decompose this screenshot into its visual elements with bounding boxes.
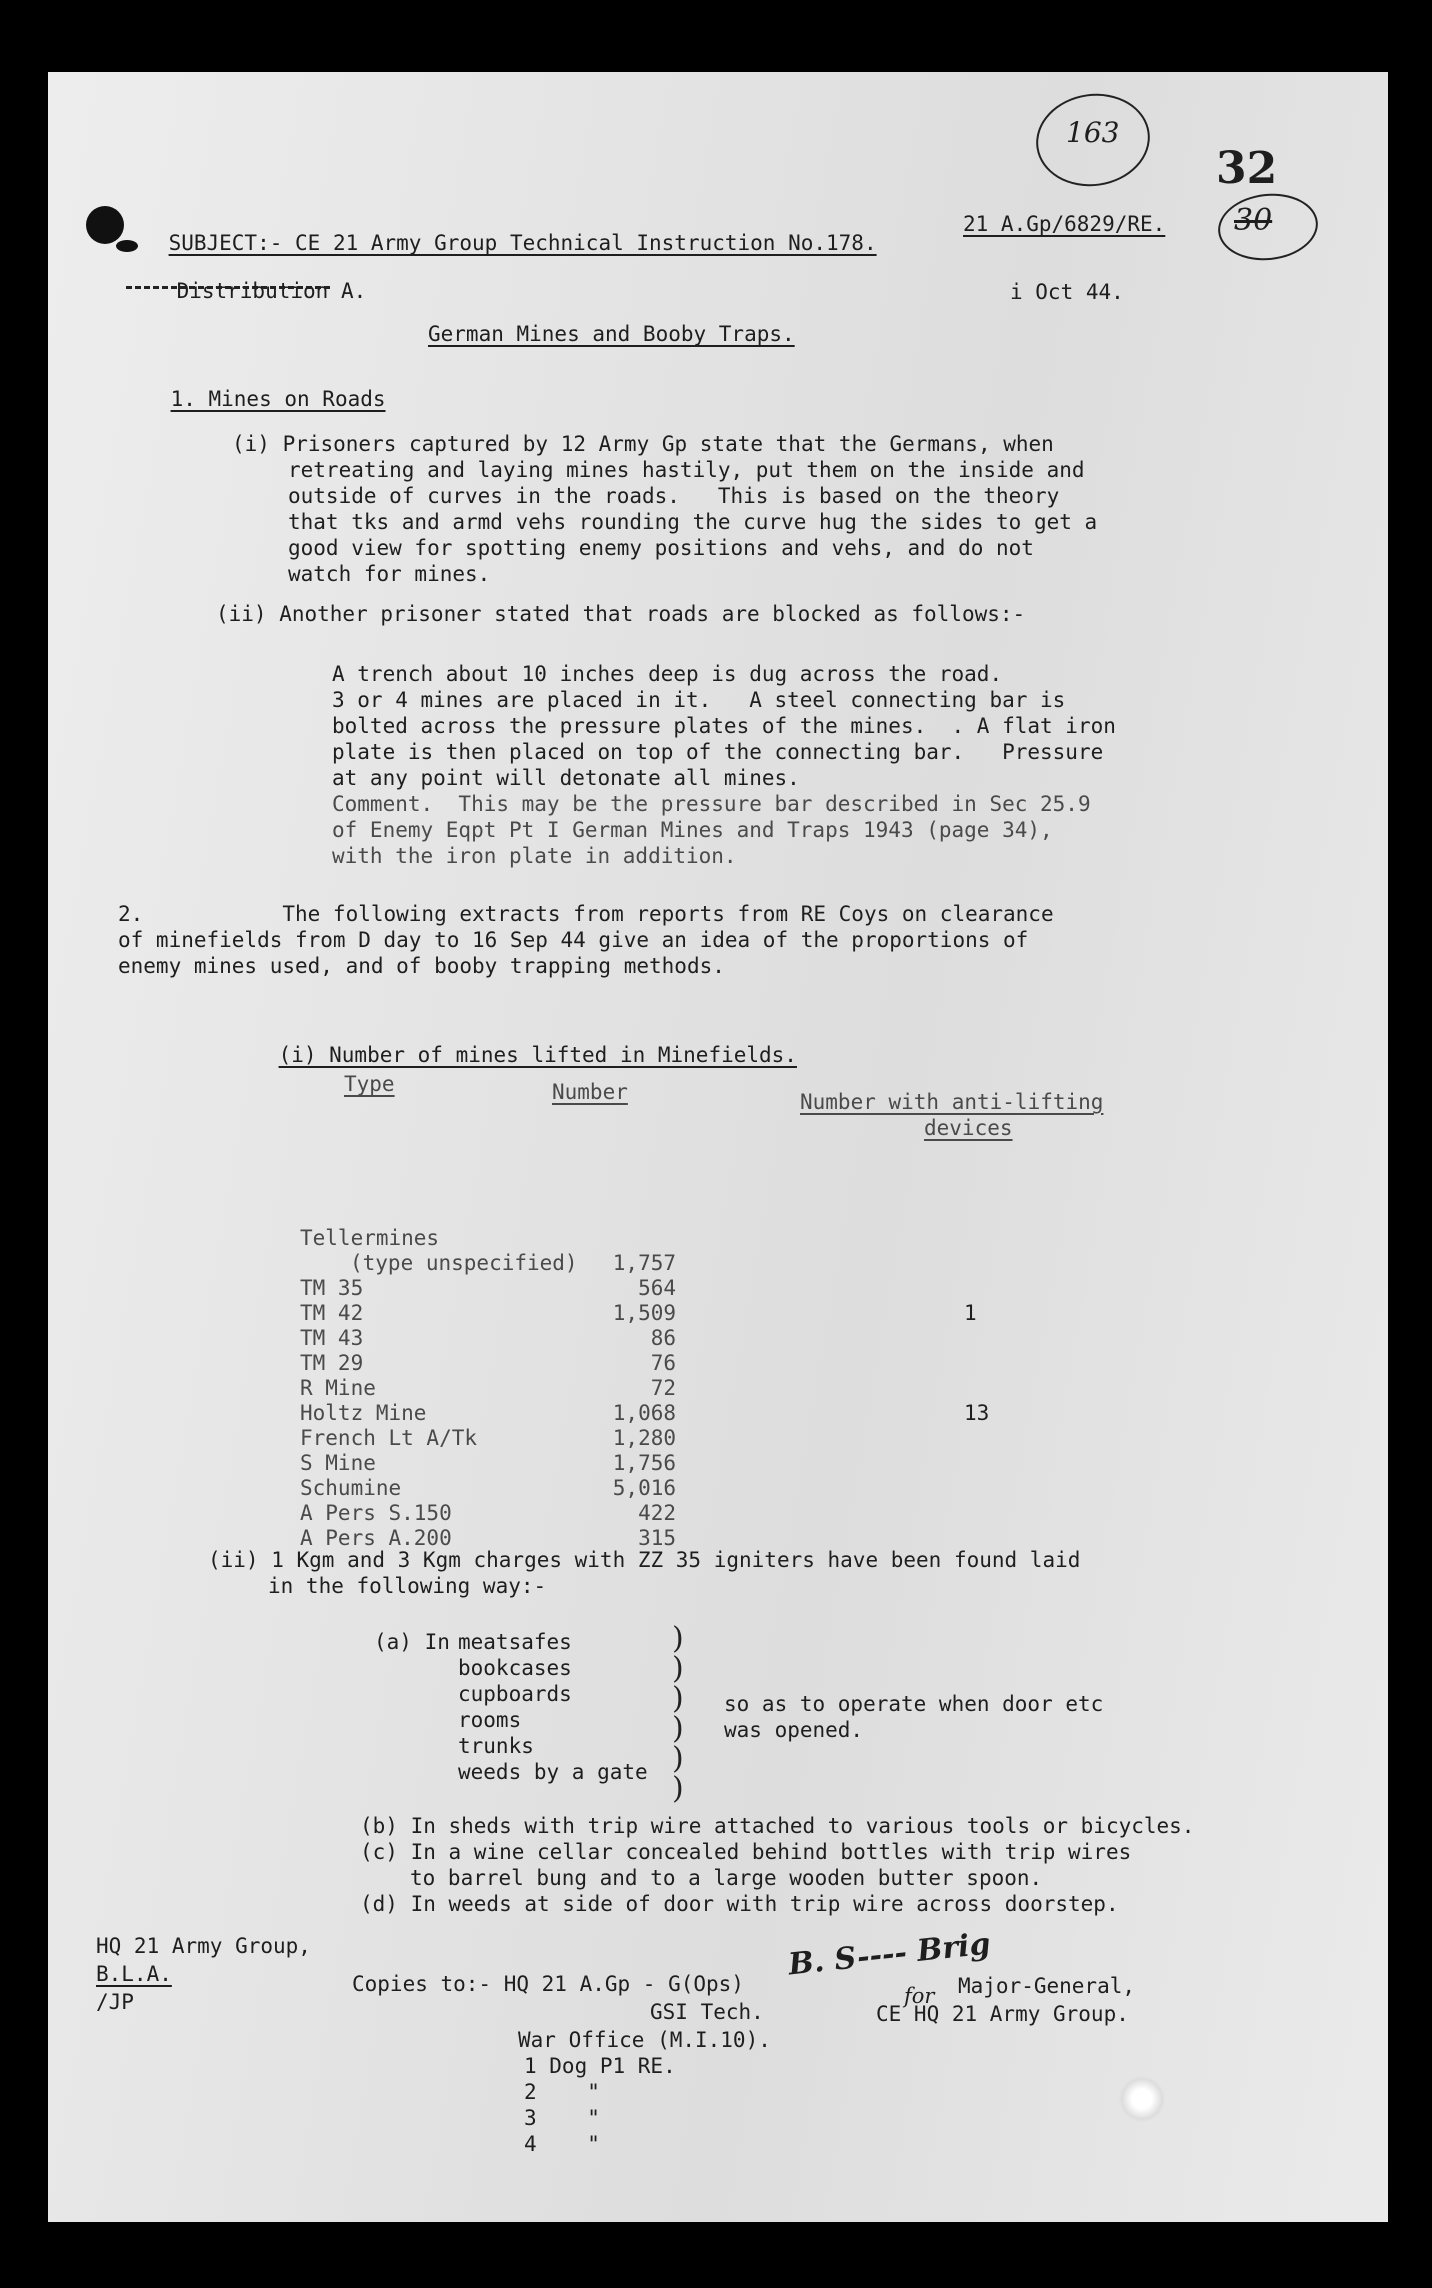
item-b: (b) In sheds with trip wire attached to various tools or bicycles. [360, 1814, 1195, 1838]
copies-item: War Office (M.I.10). [518, 2028, 771, 2052]
table-header-devices: devices [924, 1116, 1013, 1140]
table-header-number: Number [552, 1080, 628, 1104]
table-cell-type: French Lt A/Tk [300, 1426, 478, 1450]
table-cell-type: TM 42 [300, 1301, 364, 1325]
item-c-line: to barrel bung and to a large wooden butter spoon. [410, 1866, 1043, 1890]
trench-line: 3 or 4 mines are placed in it. A steel connecting bar is [332, 688, 1066, 712]
list-a-result-line: so as to operate when door etc [724, 1692, 1104, 1716]
table-cell-type: R Mine [300, 1376, 376, 1400]
folio-circle [1215, 189, 1321, 265]
reference-number: 21 A.Gp/6829/RE. [963, 212, 1166, 236]
table-cell-number: 1,756 [612, 1451, 676, 1475]
list-a-item: meatsafes [458, 1630, 572, 1654]
comment-line: with the iron plate in addition. [332, 844, 737, 868]
document-date: i Oct 44. [1010, 280, 1124, 304]
list-a-result-line: was opened. [724, 1718, 864, 1742]
item-d: (d) In weeds at side of door with trip wire across doorstep. [360, 1892, 1119, 1916]
hq-line: /JP [96, 1990, 134, 2014]
list-a-item: cupboards [458, 1682, 572, 1706]
table-header-anti-lifting: Number with anti-lifting [800, 1090, 1104, 1114]
comment-line: Comment. This may be the pressure bar described in Sec 25.9 [332, 792, 1091, 816]
folio-number-struck: 30 [1234, 203, 1273, 238]
table-cell-number: 72 [650, 1376, 676, 1400]
list-a-item: bookcases [458, 1656, 572, 1680]
para-i-line: retreating and laying mines hastily, put them on the inside and [288, 458, 1085, 482]
para-i-line: good view for spotting enemy positions and vehs, and do not [288, 536, 1034, 560]
list-a-item: trunks [458, 1734, 534, 1758]
copies-item: 2 " [524, 2080, 600, 2104]
section-2-sub-i: (i) Number of mines lifted in Minefields. [278, 1043, 797, 1067]
table-cell-anti-lifting: 13 [964, 1401, 990, 1425]
sub-ii-line: (ii) 1 Kgm and 3 Kgm charges with ZZ 35 igniters have been found laid [208, 1548, 1081, 1572]
section-1-heading: 1. Mines on Roads [170, 387, 386, 411]
distribution-underline [126, 286, 330, 289]
table-cell-type: TM 35 [300, 1276, 364, 1300]
copies-item: 3 " [524, 2106, 600, 2130]
table-cell-anti-lifting: 1 [964, 1301, 977, 1325]
intro-line: of minefields from D day to 16 Sep 44 give an idea of the proportions of [118, 928, 1029, 952]
signature-for: for [904, 1984, 935, 2008]
table-cell-number: 1,280 [612, 1426, 676, 1450]
signature-rank: Major-General, [958, 1974, 1136, 1998]
embossed-stamp [1118, 2076, 1166, 2122]
table-cell-number: 564 [638, 1276, 676, 1300]
table-cell-number: 86 [650, 1326, 676, 1350]
document-title: German Mines and Booby Traps. [428, 322, 795, 346]
table-cell-number: 315 [638, 1526, 676, 1550]
trench-line: bolted across the pressure plates of the mines. . A flat iron [332, 714, 1116, 738]
trench-line: plate is then placed on top of the connecting bar. Pressure [332, 740, 1104, 764]
table-cell-type: Schumine [300, 1476, 402, 1500]
table-cell-number: 1,068 [612, 1401, 676, 1425]
distribution-line [126, 254, 366, 329]
item-c-line: (c) In a wine cellar concealed behind bottles with trip wires [360, 1840, 1132, 1864]
copies-item: 4 " [524, 2132, 600, 2156]
copies-gsi: GSI Tech. [650, 2000, 764, 2024]
sub-ii-line: in the following way:- [268, 1574, 547, 1598]
intro-line: 2. The following extracts from reports from RE Coys on clearance [118, 902, 1054, 926]
subject-text: SUBJECT:- CE 21 Army Group Technical Instruction No.178. [168, 231, 877, 255]
para-i-line: (i) Prisoners captured by 12 Army Gp state that the Germans, when [232, 432, 1054, 456]
list-a-item: rooms [458, 1708, 522, 1732]
table-cell-number: 1,757 [612, 1251, 676, 1275]
para-i-line: outside of curves in the roads. This is based on the theory [288, 484, 1060, 508]
table-cell-type: Tellermines [300, 1226, 440, 1250]
table-cell-type: A Pers A.200 [300, 1526, 452, 1550]
archive-number: 163 [1066, 116, 1120, 149]
comment-line: of Enemy Eqpt Pt I German Mines and Traps 1943 (page 34), [332, 818, 1053, 842]
section-1-para-ii: (ii) Another prisoner stated that roads are blocked as follows:- [216, 602, 1026, 626]
table-cell-number: 422 [638, 1501, 676, 1525]
table-cell-number: 1,509 [612, 1301, 676, 1325]
trench-line: A trench about 10 inches deep is dug across the road. [332, 662, 1003, 686]
para-i-line: watch for mines. [288, 562, 491, 586]
folio-number: 32 [1216, 143, 1278, 194]
signature: B. S---- Brig [786, 1926, 993, 1983]
list-a-item: weeds by a gate [458, 1760, 648, 1784]
copies-to: Copies to:- HQ 21 A.Gp - G(Ops) [352, 1972, 744, 1996]
table-cell-number: 76 [650, 1351, 676, 1375]
document-page [48, 72, 1388, 2222]
table-cell-type: TM 29 [300, 1351, 364, 1375]
intro-line: enemy mines used, and of booby trapping methods. [118, 954, 725, 978]
list-a-label: (a) In [374, 1630, 450, 1654]
copies-item: 1 Dog P1 RE. [524, 2054, 676, 2078]
signature-title: CE HQ 21 Army Group. [876, 2002, 1129, 2026]
table-cell-type: TM 43 [300, 1326, 364, 1350]
table-cell-number: 5,016 [612, 1476, 676, 1500]
table-cell-type: (type unspecified) [350, 1251, 578, 1275]
table-cell-type: A Pers S.150 [300, 1501, 452, 1525]
hq-line: B.L.A. [96, 1962, 172, 1986]
table-cell-type: S Mine [300, 1451, 376, 1475]
trench-line: at any point will detonate all mines. [332, 766, 800, 790]
para-i-line: that tks and armd vehs rounding the curve hug the sides to get a [288, 510, 1098, 534]
distribution-text: Distribution A. [176, 279, 367, 303]
hq-line: HQ 21 Army Group, [96, 1934, 311, 1958]
table-header-type: Type [344, 1072, 395, 1096]
list-a-brace: ) ) ) ) ) ) [672, 1621, 684, 1806]
table-cell-type: Holtz Mine [300, 1401, 427, 1425]
